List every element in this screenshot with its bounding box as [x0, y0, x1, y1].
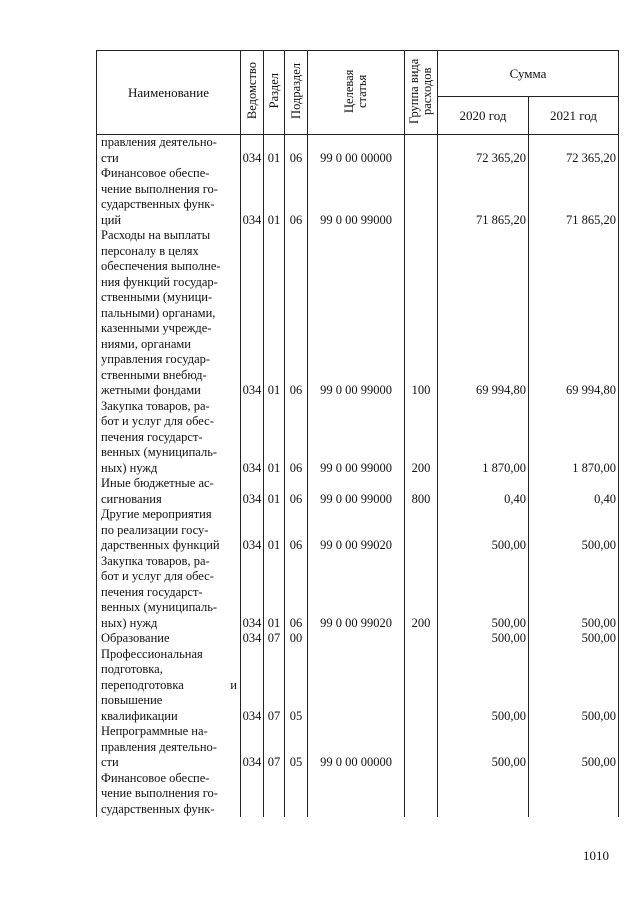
cell-name — [97, 135, 241, 167]
cell-statia — [308, 771, 405, 818]
cell-name-text: Закупка товаров, ра- бот и услуг для обес- печения государст- венных (муниципаль- ных) нужд — [101, 553, 218, 630]
table-row — [97, 399, 619, 477]
cell-ved: 034 — [241, 507, 264, 554]
cell-name-text: правления деятельно- сти — [101, 135, 217, 165]
cell-sum-2021: 0,40 — [529, 476, 619, 507]
header-name: Наименование — [97, 51, 241, 135]
cell-sum-2020: 72 365,20 — [438, 135, 529, 167]
cell-name-text: Другие мероприятия по реализации госу- дарственных функций — [101, 507, 220, 552]
cell-razdel: 01 — [264, 554, 285, 632]
cell-razdel: 01 — [264, 135, 285, 167]
cell-sum-2020 — [438, 771, 529, 818]
header-ved-text: Ведомство — [244, 62, 259, 120]
cell-ved: 034 — [241, 554, 264, 632]
cell-razdel: 01 — [264, 228, 285, 399]
cell-ved: 034 — [241, 476, 264, 507]
cell-gruppa: 200 — [405, 399, 438, 477]
table-row — [97, 166, 619, 228]
cell-sum-2020: 71 865,20 — [438, 166, 529, 228]
cell-gruppa: 100 — [405, 228, 438, 399]
cell-sum-2020: 500,00 — [438, 647, 529, 725]
cell-podrazdel: 00 — [285, 631, 308, 647]
cell-sum-2021: 500,00 — [529, 724, 619, 771]
cell-podrazdel: 06 — [285, 554, 308, 632]
table-row — [97, 771, 619, 818]
budget-table — [96, 50, 619, 817]
cell-sum-2020: 1 870,00 — [438, 399, 529, 477]
header-gruppa — [405, 51, 438, 135]
table-row — [97, 507, 619, 554]
cell-sum-2020: 500,00 — [438, 724, 529, 771]
cell-sum-2021: 69 994,80 — [529, 228, 619, 399]
cell-name — [97, 476, 241, 507]
header-podrazdel-text: Подраздел — [288, 62, 303, 119]
cell-razdel: 07 — [264, 647, 285, 725]
cell-podrazdel: 05 — [285, 724, 308, 771]
cell-ved: 034 — [241, 166, 264, 228]
header-ved — [241, 51, 264, 135]
cell-name-text: Расходы на выплаты персоналу в целях обеспечения выполне- ния функций государ- ственными (муници- пальными) органами, казенными учрежде- ниями, органами управления государ- ственными внебюд- жетными фондами — [101, 228, 221, 397]
cell-gruppa — [405, 166, 438, 228]
cell-sum-2021: 500,00 — [529, 647, 619, 725]
table-row — [97, 476, 619, 507]
cell-name-text: Профессиональная подготовка, переподготовка и повышение квалификации — [101, 646, 237, 723]
cell-statia: 99 0 00 99000 — [308, 399, 405, 477]
table-row — [97, 554, 619, 632]
cell-sum-2021: 72 365,20 — [529, 135, 619, 167]
cell-name-text: Образование — [101, 631, 170, 645]
cell-gruppa — [405, 771, 438, 818]
cell-ved: 034 — [241, 399, 264, 477]
cell-name-text: Непрограммные на- правления деятельно- сти — [101, 724, 217, 769]
cell-name-text: Финансовое обеспе- чение выполнения го- сударственных функ- — [101, 770, 218, 816]
cell-sum-2021: 500,00 — [529, 554, 619, 632]
table-row — [97, 631, 619, 647]
cell-statia: 99 0 00 99000 — [308, 166, 405, 228]
header-year-2020: 2020 год — [438, 97, 529, 135]
cell-razdel: 01 — [264, 507, 285, 554]
cell-statia: 99 0 00 99020 — [308, 554, 405, 632]
cell-statia: 99 0 00 99000 — [308, 476, 405, 507]
cell-name-text: Финансовое обеспе- чение выполнения го- сударственных функ- ций — [101, 166, 218, 227]
cell-statia: 99 0 00 00000 — [308, 724, 405, 771]
cell-sum-2021: 500,00 — [529, 631, 619, 647]
cell-name — [97, 554, 241, 632]
cell-sum-2020: 69 994,80 — [438, 228, 529, 399]
cell-name — [97, 507, 241, 554]
cell-gruppa — [405, 647, 438, 725]
cell-name — [97, 399, 241, 477]
cell-podrazdel: 06 — [285, 228, 308, 399]
cell-podrazdel: 06 — [285, 507, 308, 554]
page-number: 1010 — [583, 848, 609, 863]
table-row — [97, 228, 619, 399]
cell-sum-2021: 1 870,00 — [529, 399, 619, 477]
cell-gruppa — [405, 507, 438, 554]
header-podrazdel — [285, 51, 308, 135]
cell-sum-2021 — [529, 771, 619, 818]
cell-ved: 034 — [241, 724, 264, 771]
cell-razdel: 01 — [264, 166, 285, 228]
cell-statia: 99 0 00 99020 — [308, 507, 405, 554]
cell-sum-2021: 500,00 — [529, 507, 619, 554]
cell-statia — [308, 647, 405, 725]
cell-name — [97, 647, 241, 725]
cell-sum-2021: 71 865,20 — [529, 166, 619, 228]
cell-podrazdel — [285, 771, 308, 818]
table-row — [97, 647, 619, 725]
cell-ved: 034 — [241, 647, 264, 725]
cell-podrazdel: 06 — [285, 476, 308, 507]
cell-podrazdel: 05 — [285, 647, 308, 725]
cell-name-text: Иные бюджетные ас- сигнования — [101, 476, 214, 506]
cell-razdel: 07 — [264, 631, 285, 647]
cell-gruppa: 800 — [405, 476, 438, 507]
cell-gruppa: 200 — [405, 554, 438, 632]
cell-razdel: 01 — [264, 476, 285, 507]
cell-ved: 034 — [241, 631, 264, 647]
cell-podrazdel: 06 — [285, 399, 308, 477]
header-razdel — [264, 51, 285, 135]
cell-razdel: 01 — [264, 399, 285, 477]
cell-razdel — [264, 771, 285, 818]
header-gruppa-text: Группа вида расходов — [407, 58, 434, 124]
cell-gruppa — [405, 135, 438, 167]
cell-podrazdel: 06 — [285, 135, 308, 167]
header-year-2021: 2021 год — [529, 97, 619, 135]
header-statia-text: Целевая статья — [342, 69, 369, 113]
cell-statia: 99 0 00 00000 — [308, 135, 405, 167]
cell-name — [97, 771, 241, 818]
cell-sum-2020: 500,00 — [438, 554, 529, 632]
cell-statia: 99 0 00 99000 — [308, 228, 405, 399]
cell-podrazdel: 06 — [285, 166, 308, 228]
cell-name — [97, 166, 241, 228]
cell-ved: 034 — [241, 135, 264, 167]
table-row — [97, 724, 619, 771]
header-summa: Сумма — [438, 51, 619, 97]
cell-name — [97, 631, 241, 647]
cell-name — [97, 228, 241, 399]
cell-name-text: Закупка товаров, ра- бот и услуг для обес- печения государст- венных (муниципаль- ных) нужд — [101, 398, 218, 475]
cell-ved — [241, 771, 264, 818]
cell-sum-2020: 500,00 — [438, 507, 529, 554]
table-row — [97, 135, 619, 167]
cell-gruppa — [405, 631, 438, 647]
header-razdel-text: Раздел — [266, 73, 281, 109]
cell-statia — [308, 631, 405, 647]
cell-gruppa — [405, 724, 438, 771]
cell-sum-2020: 0,40 — [438, 476, 529, 507]
cell-sum-2020: 500,00 — [438, 631, 529, 647]
cell-ved: 034 — [241, 228, 264, 399]
header-statia — [308, 51, 405, 135]
cell-razdel: 07 — [264, 724, 285, 771]
cell-name — [97, 724, 241, 771]
